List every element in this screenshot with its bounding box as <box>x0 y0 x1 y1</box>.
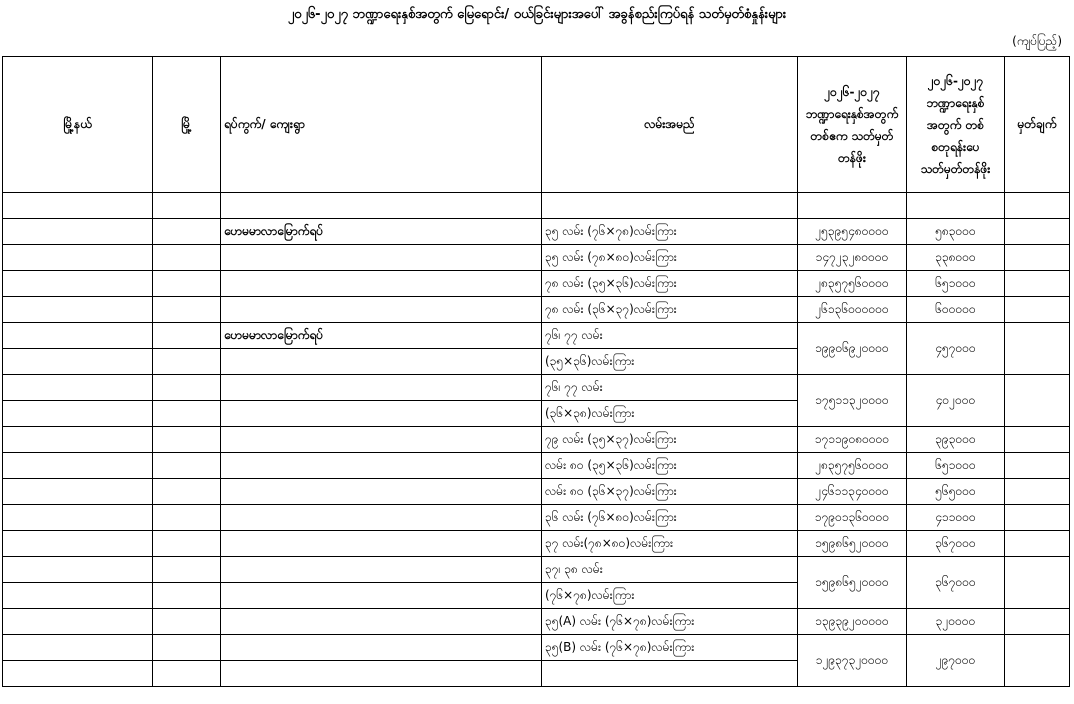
sqft-value-cell: ၄၁၁၀၀၀ <box>907 505 1005 531</box>
currency-unit: (ကျပ်ပြည့်) <box>1012 34 1062 48</box>
acre-value-cell: ၁၂၉၃၇၃၂၀၀၀၀ <box>798 635 907 687</box>
sqft-value-cell: ၆၀၀၀၀၀ <box>907 297 1005 323</box>
street-cell: ၇၆၊ ၇၇ လမ်း <box>542 375 798 401</box>
ward-cell: ဟေမမာလာမြောက်ရပ် <box>221 219 542 245</box>
street-cell: ၃၅ လမ်း (၇၆×၇၈)လမ်းကြား <box>542 219 798 245</box>
table-row <box>3 427 1070 453</box>
acre-value-cell: ၁၇၉၀၁၃၆၀၀၀၀ <box>798 505 907 531</box>
document-title: ၂၀၂၆-၂၀၂၇ ဘဏ္ဍာရေးနှစ်အတွက် မြေရောင်း/ ဝယ်ခြင်းများအပေါ် အခွန်စည်းကြပ်ရန် သတ်မှတ်စံနှုန်းများ <box>287 7 787 22</box>
acre-value-cell: ၁၅၉၈၆၅၂၀၀၀၀ <box>798 557 907 609</box>
acre-value-cell: ၁၉၉၀၆၉၂၀၀၀၀ <box>798 323 907 375</box>
sqft-value-cell: ၃၉၃၀၀၀ <box>907 427 1005 453</box>
table-row <box>3 479 1070 505</box>
sqft-value-cell: ၄၀၂၀၀၀ <box>907 375 1005 427</box>
sqft-value-cell: ၅၈၃၀၀၀ <box>907 219 1005 245</box>
street-cell: ၃၆ လမ်း (၇၆×၈၀)လမ်းကြား <box>542 505 798 531</box>
acre-value-cell: ၁၇၁၁၉၀၈၀၀၀၀ <box>798 427 907 453</box>
acre-value-cell: ၁၇၅၁၁၃၂၀၀၀၀ <box>798 375 907 427</box>
sqft-value-cell: ၃၂၀၀၀၀ <box>907 609 1005 635</box>
table-row <box>3 531 1070 557</box>
header-sqft-value: ၂၀၂၆-၂၀၂၇ ဘဏ္ဍာရေးနှစ်အတွက် တစ်စတုရန်းပေ သတ်မှတ်တန်ဖိုး <box>907 57 1005 193</box>
table-row <box>3 375 1070 401</box>
header-remark: မှတ်ချက် <box>1005 57 1070 193</box>
valuation-table <box>2 56 1070 687</box>
acre-value-cell: ၁၄၇၂၃၂၈၀၀၀၀ <box>798 245 907 271</box>
table-row <box>3 557 1070 583</box>
sqft-value-cell: ၆၅၁၀၀၀ <box>907 271 1005 297</box>
street-cell: ၇၈ လမ်း (၃၆×၃၇)လမ်းကြား <box>542 297 798 323</box>
table-row <box>3 505 1070 531</box>
table-row <box>3 297 1070 323</box>
street-cell: ၇၈ လမ်း (၃၅×၃၆)လမ်းကြား <box>542 271 798 297</box>
header-row <box>3 57 1070 193</box>
street-cell: (၃၅×၃၆)လမ်းကြား <box>542 349 798 375</box>
street-cell: (၇၆×၇၈)လမ်းကြား <box>542 583 798 609</box>
acre-value-cell: ၁၅၉၈၆၅၂၀၀၀၀ <box>798 531 907 557</box>
street-cell: ၃၇ လမ်း(၇၈×၈၀)လမ်းကြား <box>542 531 798 557</box>
table-row <box>3 323 1070 349</box>
street-cell: ၇၉ လမ်း (၃၅×၃၇)လမ်းကြား <box>542 427 798 453</box>
street-cell: ၇၆၊ ၇၇ လမ်း <box>542 323 798 349</box>
header-district: မြို့နယ် <box>3 57 153 193</box>
header-town: မြို့ <box>153 57 221 193</box>
street-cell: ၃၅ လမ်း (၇၈×၈၀)လမ်းကြား <box>542 245 798 271</box>
table-row <box>3 609 1070 635</box>
sqft-value-cell: ၂၉၇၀၀၀ <box>907 635 1005 687</box>
sqft-value-cell: ၃၆၇၀၀၀ <box>907 531 1005 557</box>
street-cell: လမ်း ၈၀ (၃၅×၃၆)လမ်းကြား <box>542 453 798 479</box>
table-row <box>3 193 1070 219</box>
header-acre-value: ၂၀၂၆-၂၀၂၇ ဘဏ္ဍာရေးနှစ်အတွက် တစ်ဧက သတ်မှတ်တန်ဖိုး <box>798 57 907 193</box>
street-cell: ၃၅(A) လမ်း (၇၆×၇၈)လမ်းကြား <box>542 609 798 635</box>
street-cell: (၃၆×၃၈)လမ်းကြား <box>542 401 798 427</box>
sqft-value-cell: ၅၆၅၀၀၀ <box>907 479 1005 505</box>
acre-value-cell: ၁၃၉၃၉၂၀၀၀၀၀ <box>798 609 907 635</box>
acre-value-cell: ၂၆၁၃၆၀၀၀၀၀၀ <box>798 297 907 323</box>
sqft-value-cell: ၆၅၁၀၀၀ <box>907 453 1005 479</box>
sqft-value-cell: ၃၃၈၀၀၀ <box>907 245 1005 271</box>
table-row <box>3 245 1070 271</box>
street-cell: ၃၅(B) လမ်း (၇၆×၇၈)လမ်းကြား <box>542 635 798 661</box>
header-ward: ရပ်ကွက်/ ကျေးရွာ <box>221 57 542 193</box>
acre-value-cell: ၂၄၆၁၁၃၄၀၀၀၀ <box>798 479 907 505</box>
sqft-value-cell: ၄၅၇၀၀၀ <box>907 323 1005 375</box>
street-cell: လမ်း ၈၀ (၃၆×၃၇)လမ်းကြား <box>542 479 798 505</box>
header-street: လမ်းအမည် <box>542 57 798 193</box>
acre-value-cell: ၂၈၃၅၇၅၆၀၀၀၀ <box>798 271 907 297</box>
table-row <box>3 453 1070 479</box>
street-cell: ၃၇၊ ၃၈ လမ်း <box>542 557 798 583</box>
ward-cell: ဟေမမာလာမြောက်ရပ် <box>221 323 542 349</box>
sqft-value-cell: ၃၆၇၀၀၀ <box>907 557 1005 609</box>
table-row <box>3 271 1070 297</box>
table-row <box>3 219 1070 245</box>
table-row <box>3 635 1070 661</box>
acre-value-cell: ၂၈၃၅၇၅၆၀၀၀၀ <box>798 453 907 479</box>
acre-value-cell: ၂၅၃၉၅၄၈၀၀၀၀ <box>798 219 907 245</box>
